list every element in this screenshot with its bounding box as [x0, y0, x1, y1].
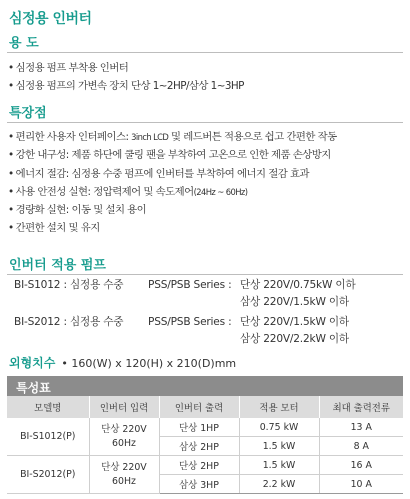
features-divider	[7, 122, 403, 123]
feature-item: • 에너지 절감: 심정용 수중 펌프에 인버터를 부착하여 에너지 절감 효과	[8, 165, 337, 183]
pumps-divider	[7, 274, 403, 275]
column-header: 최대 출력전류	[319, 396, 403, 418]
pump-model: BI-S2012 : 심정용 수중	[14, 316, 124, 328]
spec-table-heading: 특성표	[16, 381, 51, 395]
dimensions	[9, 354, 236, 371]
feature-item: • 편리한 사용자 인터페이스: 3inch LCD 및 레드버튼 적용으로 쉽고 간편한 작동	[8, 128, 337, 146]
spec-table-header-row	[7, 396, 403, 418]
feature-item: • 사용 안전성 실현: 정압력제어 및 속도제어(24Hz ~ 60Hz)	[8, 183, 337, 201]
table-row	[7, 456, 403, 475]
usage-heading: 용 도	[9, 36, 39, 51]
model-cell: BI-S2012(P)	[7, 456, 89, 494]
features-heading: 특장점	[9, 106, 47, 121]
output-cell: 삼상 2HP	[159, 437, 239, 456]
features-list	[8, 128, 337, 238]
column-header: 인버터 입력	[89, 396, 159, 418]
current-cell: 10 A	[319, 475, 403, 494]
pump-row	[14, 314, 404, 350]
column-header: 모델명	[7, 396, 89, 418]
page-title: 심정용 인버터	[9, 11, 92, 27]
pump-model: BI-S1012 : 심정용 수중	[14, 279, 124, 291]
output-cell: 단상 2HP	[159, 456, 239, 475]
model-cell: BI-S1012(P)	[7, 418, 89, 456]
input-cell: 단상 220V 60Hz	[89, 418, 159, 456]
motor-cell: 2.2 kW	[239, 475, 319, 494]
output-cell: 단상 1HP	[159, 418, 239, 437]
motor-cell: 1.5 kW	[239, 456, 319, 475]
pump-series: PSS/PSB Series :	[148, 316, 232, 328]
output-cell: 삼상 3HP	[159, 475, 239, 494]
column-header: 인버터 출력	[159, 396, 239, 418]
pumps-heading: 인버터 적용 펌프	[9, 258, 106, 273]
table-row	[7, 418, 403, 437]
feature-item: • 간편한 설치 및 유지	[8, 219, 337, 237]
pump-spec-line1: 단상 220V/0.75kW 이하	[240, 279, 356, 291]
pump-spec-line1: 단상 220V/1.5kW 이하	[240, 316, 349, 328]
dimensions-value: • 160(W) x 120(H) x 210(D)mm	[61, 357, 237, 370]
usage-divider	[7, 52, 403, 53]
pump-spec-line2: 삼상 220V/2.2kW 이하	[240, 333, 349, 345]
spec-table	[7, 396, 403, 494]
usage-item: • 심정용 펌프 부착용 인버터	[8, 59, 244, 77]
current-cell: 8 A	[319, 437, 403, 456]
current-cell: 13 A	[319, 418, 403, 437]
pump-row	[14, 277, 404, 313]
input-cell: 단상 220V 60Hz	[89, 456, 159, 494]
spec-table-heading-bar	[7, 376, 403, 396]
feature-item: • 경량화 실현: 이동 및 설치 용이	[8, 201, 337, 219]
usage-list	[8, 59, 244, 96]
motor-cell: 0.75 kW	[239, 418, 319, 437]
pump-series: PSS/PSB Series :	[148, 279, 232, 291]
current-cell: 16 A	[319, 456, 403, 475]
feature-item: • 강한 내구성: 제품 하단에 쿨링 팬을 부착하여 고온으로 인한 제품 손상방지	[8, 146, 337, 164]
dimensions-label: 외형치수	[9, 356, 56, 370]
usage-item: • 심정용 펌프의 가변속 장치 단상 1~2HP/삼상 1~3HP	[8, 77, 244, 95]
column-header: 적용 모터	[239, 396, 319, 418]
motor-cell: 1.5 kW	[239, 437, 319, 456]
pump-spec-line2: 삼상 220V/1.5kW 이하	[240, 296, 349, 308]
